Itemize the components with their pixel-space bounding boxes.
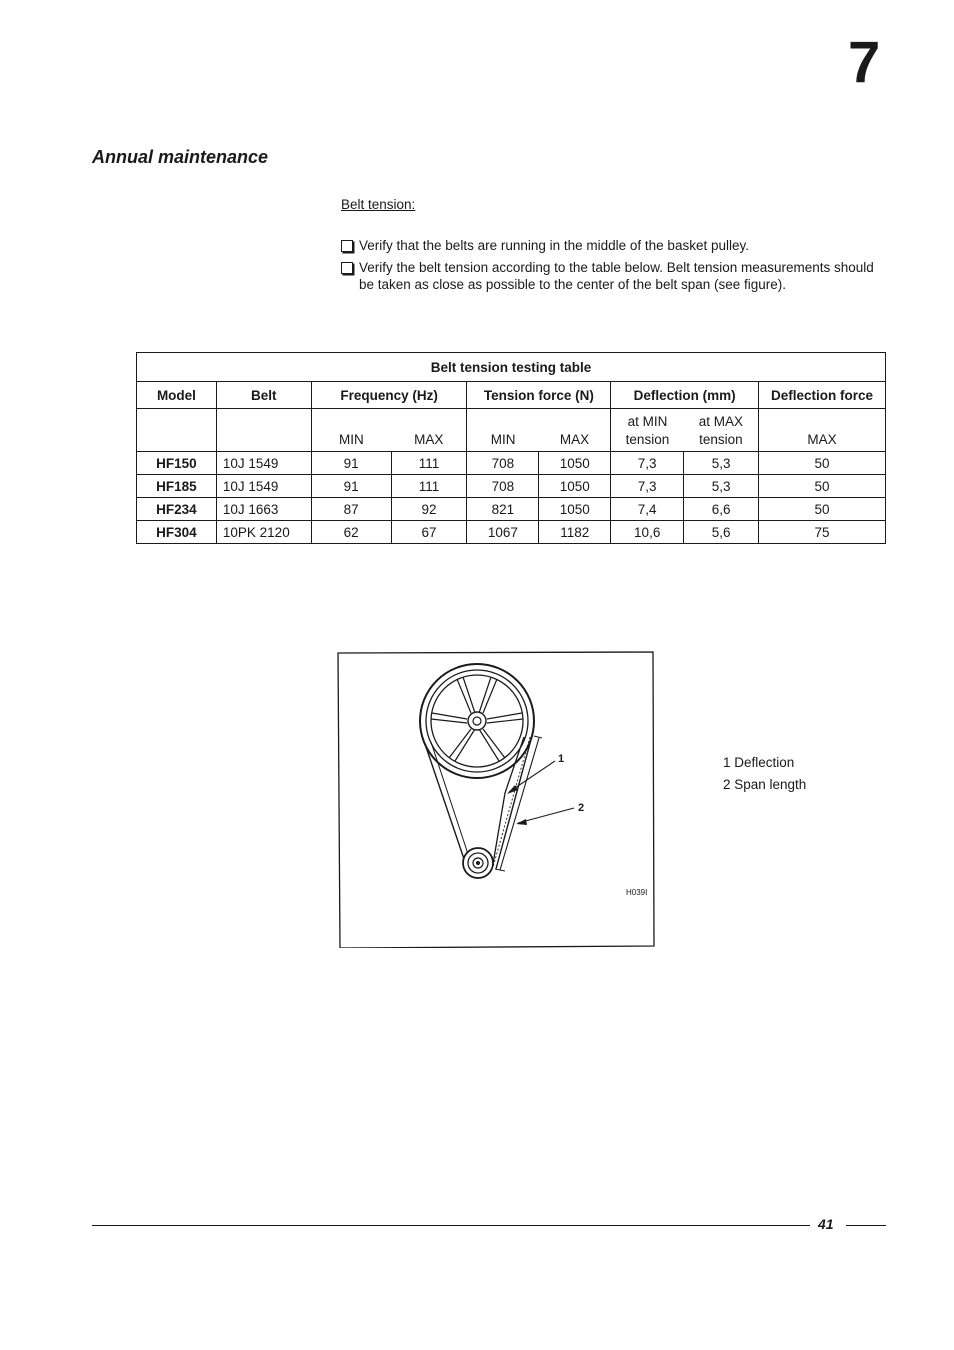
- legend-item-deflection: 1 Deflection: [723, 755, 795, 770]
- belt-left-inner: [431, 742, 468, 854]
- callout-1-label: 1: [558, 753, 565, 765]
- subheading-belt-tension: Belt tension:: [341, 197, 416, 212]
- subheader-cell: MIN: [311, 409, 391, 452]
- belt-left-edge: [425, 744, 464, 859]
- table-cell-model: HF234: [137, 498, 217, 521]
- table-cell: 10,6: [611, 521, 684, 544]
- subheader-cell: MAX: [391, 409, 467, 452]
- callout-2-label: 2: [578, 802, 585, 814]
- header-belt: Belt: [216, 382, 311, 409]
- table-cell: 708: [467, 475, 539, 498]
- checkbox-square-icon: [341, 240, 353, 252]
- subheader-cell: at MAX tension: [684, 409, 759, 452]
- table-cell: 1050: [539, 452, 611, 475]
- table-cell: 62: [311, 521, 391, 544]
- table-cell: 10PK 2120: [216, 521, 311, 544]
- table-cell: 1067: [467, 521, 539, 544]
- table-header-row: [137, 382, 886, 409]
- subheader-cell: MAX: [759, 409, 886, 452]
- pulley-drawing: [337, 651, 655, 948]
- header-tension-force: Tension force (N): [467, 382, 611, 409]
- table-cell: 10J 1549: [216, 452, 311, 475]
- section-title: Annual maintenance: [92, 147, 269, 167]
- table-cell: 75: [759, 521, 886, 544]
- callout-2-arrow: [518, 808, 574, 823]
- belt-tension-table: [136, 352, 886, 544]
- subheader-cell: MAX: [539, 409, 611, 452]
- table-cell: 708: [467, 452, 539, 475]
- table-cell: 50: [759, 498, 886, 521]
- table-cell: 821: [467, 498, 539, 521]
- subheader-cell: [216, 409, 311, 452]
- table-cell: 87: [311, 498, 391, 521]
- checkbox-square-icon: [341, 262, 353, 274]
- header-frequency: Frequency (Hz): [311, 382, 467, 409]
- footer-rule: [92, 1225, 810, 1226]
- table-title: Belt tension testing table: [137, 353, 886, 382]
- header-deflection-force: Deflection force: [759, 382, 886, 409]
- large-pulley-hub: [468, 712, 486, 730]
- table-row: [137, 498, 886, 521]
- figure-code: H039I: [626, 888, 648, 897]
- table-subheader-row: [137, 409, 886, 452]
- table-cell-model: HF150: [137, 452, 217, 475]
- bullet-text: Verify the belt tension according to the table below. Belt tension measurements should be taken as close as possible to the center of the belt span (see figure).: [359, 260, 874, 292]
- subheader-cell: at MIN tension: [611, 409, 684, 452]
- table-cell: 111: [391, 452, 467, 475]
- bullet-item: [341, 237, 881, 254]
- bullet-item: [341, 259, 881, 293]
- table-cell-model: HF185: [137, 475, 217, 498]
- table-cell-model: HF304: [137, 521, 217, 544]
- legend-item-span-length: 2 Span length: [723, 777, 807, 792]
- header-model: Model: [137, 382, 217, 409]
- table-cell: 111: [391, 475, 467, 498]
- table-cell: 10J 1549: [216, 475, 311, 498]
- belt-deflected: [493, 737, 524, 864]
- header-deflection: Deflection (mm): [611, 382, 759, 409]
- table-cell: 10J 1663: [216, 498, 311, 521]
- table-cell: 1050: [539, 498, 611, 521]
- belt-pulley-figure: [337, 651, 655, 948]
- table-cell: 50: [759, 452, 886, 475]
- table-cell: 7,3: [611, 452, 684, 475]
- table-cell: 92: [391, 498, 467, 521]
- table-cell: 91: [311, 452, 391, 475]
- table-cell: 5,3: [684, 452, 759, 475]
- table-cell: 50: [759, 475, 886, 498]
- footer-rule-right: [846, 1225, 886, 1226]
- table-row: [137, 521, 886, 544]
- table-cell: 5,3: [684, 475, 759, 498]
- table-cell: 5,6: [684, 521, 759, 544]
- table-cell: 7,3: [611, 475, 684, 498]
- table-cell: 91: [311, 475, 391, 498]
- bullet-text: Verify that the belts are running in the middle of the basket pulley.: [359, 238, 749, 253]
- table-row: [137, 475, 886, 498]
- figure-frame: [338, 652, 654, 948]
- belt-straight-dashed: [493, 737, 530, 867]
- table-cell: 1050: [539, 475, 611, 498]
- subheader-cell: MIN: [467, 409, 539, 452]
- table-cell: 6,6: [684, 498, 759, 521]
- chapter-number: 7: [848, 30, 881, 95]
- table-cell: 7,4: [611, 498, 684, 521]
- subheader-cell: [137, 409, 217, 452]
- table-row: [137, 452, 886, 475]
- table-cell: 67: [391, 521, 467, 544]
- table-cell: 1182: [539, 521, 611, 544]
- page-number: 41: [818, 1216, 834, 1232]
